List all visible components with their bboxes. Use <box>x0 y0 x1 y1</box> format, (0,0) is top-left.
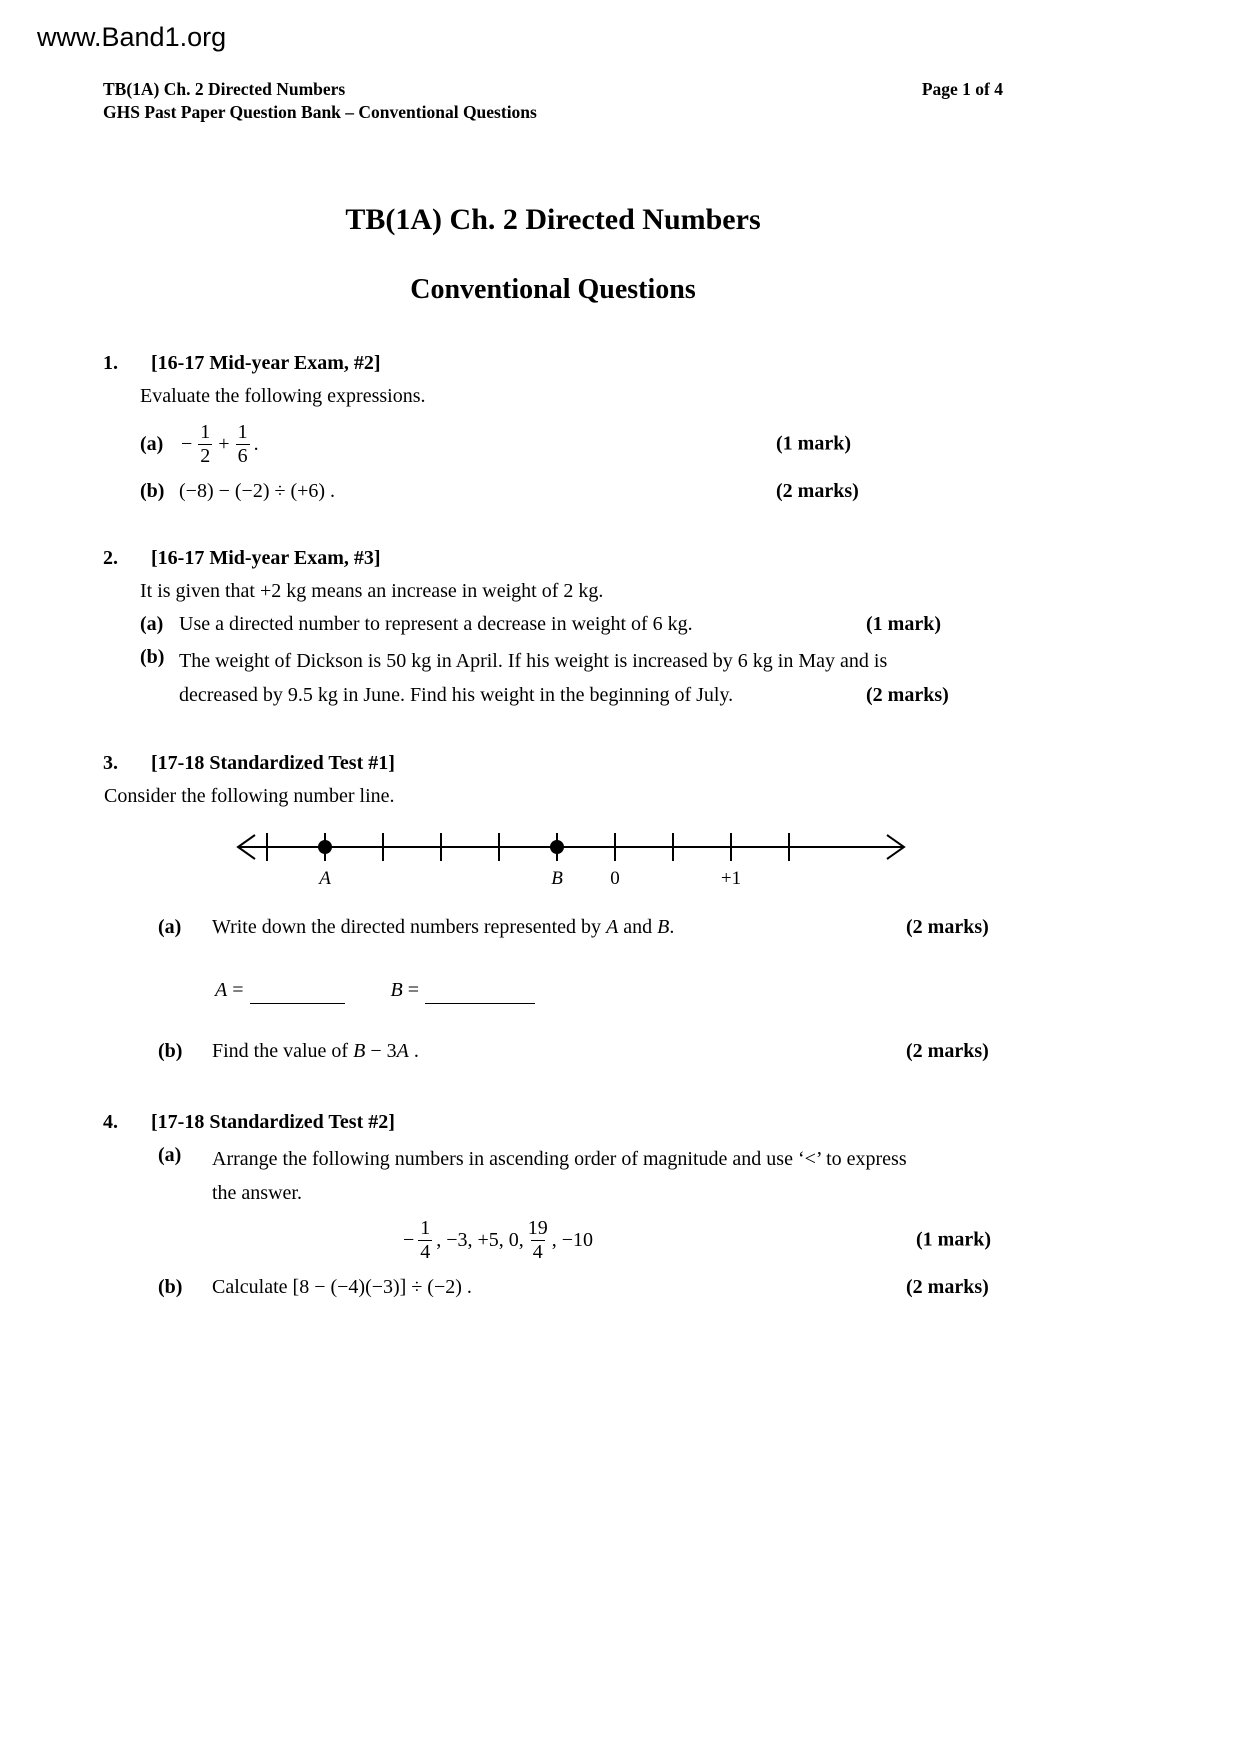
site-watermark: www.Band1.org <box>37 22 227 52</box>
question-2-number: 2. <box>103 547 118 569</box>
equals-sign: = <box>227 979 244 1001</box>
text-segment: Find the value of <box>212 1040 354 1062</box>
header-chapter-line: TB(1A) Ch. 2 Directed Numbers <box>103 79 346 99</box>
answer-b-blank[interactable] <box>425 982 535 1004</box>
text-segment: Write down the directed numbers represented by <box>212 916 607 938</box>
question-1-heading <box>103 350 1003 377</box>
point-b-label: B <box>551 868 563 889</box>
question-3-number: 3. <box>103 752 118 774</box>
fraction <box>528 1217 548 1264</box>
variable-a: A <box>396 1040 409 1062</box>
text-segment: and <box>618 916 658 938</box>
fraction-numerator: 1 <box>200 420 211 443</box>
document-subtitle: Conventional Questions <box>410 274 696 305</box>
part-label: (a) <box>140 432 164 455</box>
page-number-label: Page 1 of 4 <box>921 79 1003 99</box>
fraction-denominator: 4 <box>532 1240 543 1263</box>
part-text-line-1: Arrange the following numbers in ascending order of magnitude and use ‘<’ to express <box>212 1148 907 1170</box>
fraction <box>418 1217 432 1264</box>
number-list-segment: , −3, +5, 0, <box>436 1228 524 1251</box>
number-line-figure <box>231 824 1003 896</box>
math-expression <box>179 421 259 468</box>
answer-blanks-row <box>215 977 1003 1004</box>
minus-sign: − <box>181 432 193 455</box>
question-2-part-a <box>140 611 1003 638</box>
math-expression: [8 − (−4)(−3)] ÷ (−2) . <box>292 1276 472 1298</box>
number-list-segment: , −10 <box>551 1228 594 1251</box>
question-1-part-a <box>140 416 1003 472</box>
fraction-numerator: 1 <box>420 1216 431 1239</box>
question-4-part-a <box>158 1142 1003 1210</box>
part-text <box>212 1274 472 1301</box>
part-text-line-1: The weight of Dickson is 50 kg in April. If his weight is increased by 6 kg in May and is <box>179 650 888 672</box>
question-1-number: 1. <box>103 352 118 374</box>
question-4a-expression-row <box>103 1212 1003 1268</box>
plus-sign: + <box>218 432 230 455</box>
minus-sign: − <box>402 1228 415 1251</box>
marks-label: (2 marks) <box>866 684 949 706</box>
marks-label: (2 marks) <box>906 1040 989 1062</box>
question-1 <box>103 350 1003 505</box>
question-1-source: [16-17 Mid-year Exam, #2] <box>151 352 381 374</box>
marks-label: (2 marks) <box>906 916 989 938</box>
answer-a-blank[interactable] <box>250 982 345 1004</box>
marks-label: (2 marks) <box>906 1276 989 1298</box>
question-3-heading <box>103 750 1003 777</box>
variable-a: A <box>606 916 619 938</box>
variable-b: B <box>353 1040 366 1062</box>
part-label: (b) <box>158 1040 183 1062</box>
question-3-source: [17-18 Standardized Test #1] <box>151 752 395 774</box>
point-a-dot <box>318 840 332 854</box>
fraction-numerator: 1 <box>237 420 248 443</box>
part-text <box>212 1038 419 1065</box>
fraction-denominator: 2 <box>200 444 211 467</box>
fraction <box>236 421 250 468</box>
point-b-dot <box>550 840 564 854</box>
math-expression <box>403 1217 593 1264</box>
question-1-part-b <box>140 478 1003 505</box>
question-1-intro: Evaluate the following expressions. <box>140 385 426 407</box>
part-text <box>212 1142 907 1210</box>
question-2-intro: It is given that +2 kg means an increase in weight of 2 kg. <box>140 580 604 602</box>
marks-label: (1 mark) <box>776 432 851 455</box>
part-label: (b) <box>158 1276 183 1298</box>
fraction-denominator: 4 <box>420 1240 431 1263</box>
marks-label: (2 marks) <box>776 480 859 502</box>
fraction-denominator: 6 <box>237 444 248 467</box>
part-label: (a) <box>158 916 182 938</box>
question-4 <box>103 1109 1003 1301</box>
question-4-heading <box>103 1109 1003 1136</box>
text-segment: . <box>408 1040 419 1062</box>
text-segment: . <box>669 916 675 938</box>
marks-label: (1 mark) <box>916 1228 991 1251</box>
question-2-source: [16-17 Mid-year Exam, #3] <box>151 547 381 569</box>
part-label: (a) <box>158 1144 182 1166</box>
part-text-line-2: the answer. <box>212 1182 302 1204</box>
text-segment: − 3 <box>365 1040 397 1062</box>
question-3-part-a <box>158 914 1003 941</box>
answer-b-label <box>391 977 420 1004</box>
question-2-part-b <box>140 644 1003 712</box>
part-text: Use a directed number to represent a decrease in weight of 6 kg. <box>179 613 693 635</box>
equals-sign: = <box>402 979 419 1001</box>
part-label: (a) <box>140 613 164 635</box>
number-line-svg <box>231 824 911 890</box>
part-label: (b) <box>140 646 165 668</box>
part-text <box>179 644 887 712</box>
marks-label: (1 mark) <box>866 613 941 635</box>
page-content <box>103 78 1003 1301</box>
part-label: (b) <box>140 480 165 502</box>
plus-one-label: +1 <box>720 868 742 889</box>
question-3-part-b <box>158 1038 1003 1065</box>
header-bank-line: GHS Past Paper Question Bank – Conventional Questions <box>103 102 537 122</box>
fraction-numerator: 19 <box>527 1216 548 1239</box>
question-4-part-b <box>158 1274 1003 1301</box>
variable-b: B <box>390 979 403 1001</box>
question-2 <box>103 545 1003 712</box>
variable-b: B <box>657 916 670 938</box>
header-left <box>103 78 537 124</box>
page-header <box>103 78 1003 124</box>
variable-a: A <box>215 979 228 1001</box>
question-2-heading <box>103 545 1003 572</box>
period: . <box>253 432 259 455</box>
math-expression: (−8) − (−2) ÷ (+6) . <box>179 480 336 502</box>
fraction <box>198 421 212 468</box>
part-text <box>212 914 674 941</box>
question-4-number: 4. <box>103 1111 118 1133</box>
text-segment: Calculate <box>212 1276 293 1298</box>
answer-a-label <box>215 977 244 1004</box>
zero-label: 0 <box>610 868 620 889</box>
question-3 <box>103 750 1003 1065</box>
question-3-intro: Consider the following number line. <box>104 785 395 807</box>
point-a-label: A <box>319 868 331 889</box>
question-4-source: [17-18 Standardized Test #2] <box>151 1111 395 1133</box>
document-title: TB(1A) Ch. 2 Directed Numbers <box>345 203 761 236</box>
part-text-line-2: decreased by 9.5 kg in June. Find his weight in the beginning of July. <box>179 684 734 706</box>
